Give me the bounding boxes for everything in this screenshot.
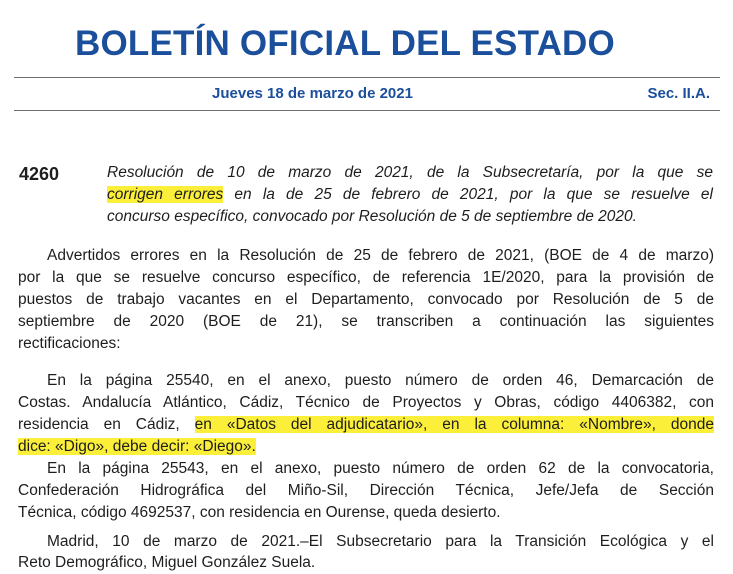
header-bottom-rule <box>14 110 720 111</box>
body-line: puestos de trabajo vacantes en el Departamento, convocado por Resolución de 5 de <box>18 291 714 308</box>
body-line: Costas. Andalucía Atlántico, Cádiz, Técnico de Proyectos y Obras, código 4406382, con <box>18 394 714 411</box>
body-line: Advertidos errores en la Resolución de 25 de febrero de 2021, (BOE de 4 de marzo) <box>47 247 714 264</box>
issue-date: Jueves 18 de marzo de 2021 <box>212 85 413 102</box>
body-line: En la página 25540, en el anexo, puesto número de orden 46, Demarcación de <box>47 372 714 389</box>
page-title: BOLETÍN OFICIAL DEL ESTADO <box>75 24 615 63</box>
heading-line <box>107 184 713 206</box>
section-label: Sec. II.A. <box>647 85 710 102</box>
heading-line: concurso específico, convocado por Resolución de 5 de septiembre de 2020. <box>107 208 637 225</box>
body-line: Reto Demográfico, Miguel González Suela. <box>18 554 316 571</box>
heading-line: Resolución de 10 de marzo de 2021, de la Subsecretaría, por la que se <box>107 164 713 181</box>
highlighted-text: en «Datos del adjudicatario», en la columna: «Nombre», donde <box>194 416 715 433</box>
entry-number: 4260 <box>19 164 60 184</box>
body-line: Madrid, 10 de marzo de 2021.–El Subsecretario para la Transición Ecológica y el <box>47 533 714 550</box>
body-line <box>18 414 714 436</box>
header-top-rule <box>14 77 720 78</box>
body-line: En la página 25543, en el anexo, puesto número de orden 62 de la convocatoria, <box>47 460 714 477</box>
highlighted-text: corrigen errores <box>107 186 224 203</box>
highlighted-text: dice: «Digo», debe decir: «Diego». <box>18 438 256 455</box>
body-line: Técnica, código 4692537, con residencia en Ourense, queda desierto. <box>18 504 501 521</box>
body-line <box>18 436 256 458</box>
body-line: rectificaciones: <box>18 335 121 352</box>
heading-text: en la de 25 de febrero de 2021, por la que se resuelve el <box>223 186 713 203</box>
body-line: Confederación Hidrográfica del Miño-Sil, Dirección Técnica, Jefe/Jefa de Sección <box>18 482 714 499</box>
body-text: residencia en Cádiz, <box>18 416 195 433</box>
body-line: septiembre de 2020 (BOE de 21), se transcriben a continuación las siguientes <box>18 313 714 330</box>
body-line: por la que se resuelve concurso específico, de referencia 1E/2020, para la provisión de <box>18 269 714 286</box>
